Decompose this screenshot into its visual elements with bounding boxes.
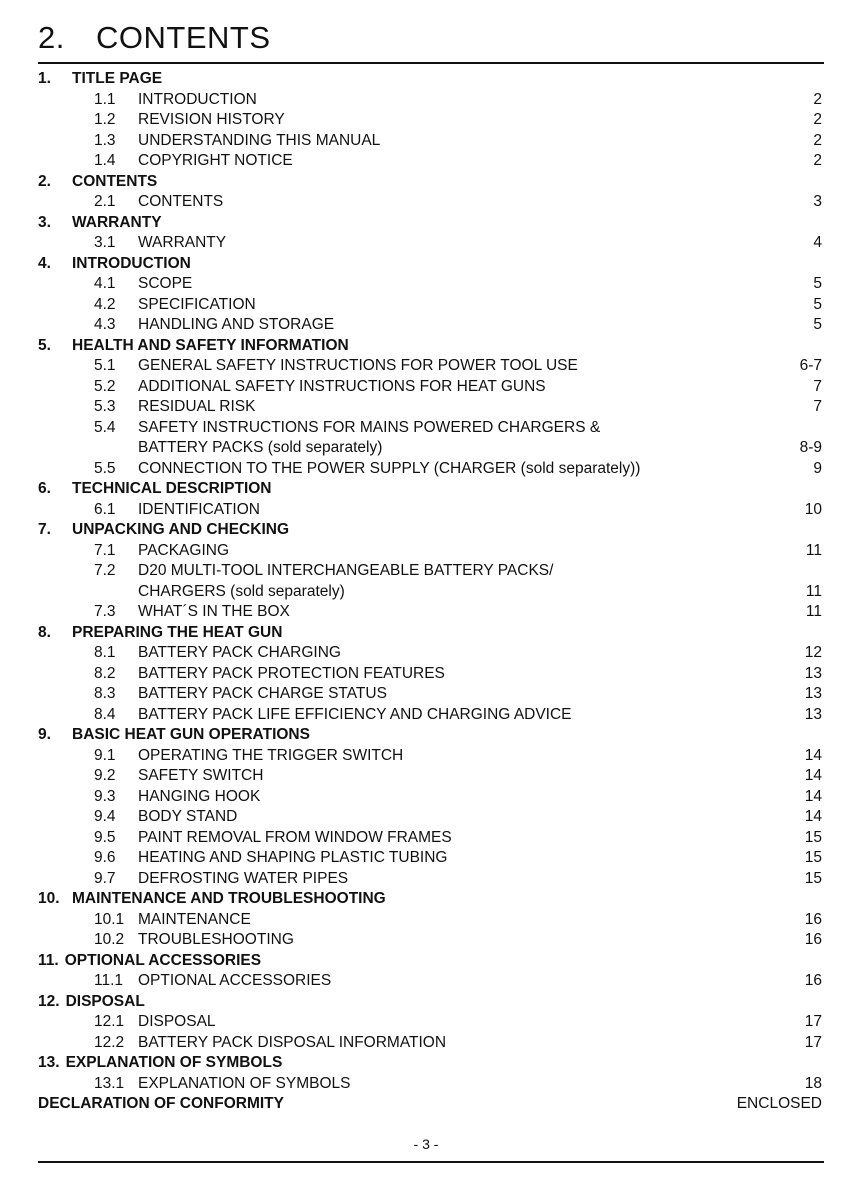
toc-section-number: 12.	[38, 992, 60, 1010]
toc-entry-number: 9.3	[94, 787, 116, 805]
toc-entry-page: 12	[804, 644, 822, 661]
toc-section-number: 13.	[38, 1054, 60, 1071]
toc-entry-page: 7	[813, 377, 822, 395]
toc-section-title: TITLE PAGE	[72, 70, 163, 87]
toc-entry-page: 13	[804, 685, 822, 702]
toc-entry-title: SAFETY SWITCH	[138, 767, 264, 784]
toc-entry-page: 5	[813, 316, 822, 333]
toc-section-heading	[38, 951, 822, 972]
toc-declaration-title: DECLARATION OF CONFORMITY	[38, 1095, 284, 1112]
toc-entry	[38, 561, 822, 582]
toc-section-heading	[38, 172, 822, 193]
toc-entry	[38, 418, 822, 439]
toc-entry-title: PAINT REMOVAL FROM WINDOW FRAMES	[138, 828, 452, 846]
toc-entry-number: 12.1	[94, 1013, 125, 1030]
bottom-rule	[38, 1161, 824, 1163]
toc-section-number: 8.	[38, 623, 51, 641]
toc-entry-page: 4	[813, 234, 822, 251]
toc-entry	[38, 274, 822, 295]
toc-entry-page: 11	[805, 541, 822, 559]
toc-entry-number: 7.1	[94, 541, 116, 559]
toc-entry-title: SAFETY INSTRUCTIONS FOR MAINS POWERED CHARGERS &	[138, 418, 601, 436]
toc-section-title: EXPLANATION OF SYMBOLS	[65, 1054, 283, 1071]
toc-entry-number: 2.1	[94, 193, 116, 210]
toc-entry-number: 12.2	[94, 1033, 125, 1051]
toc-entry-number: 8.2	[94, 664, 116, 682]
toc-section-title: UNPACKING AND CHECKING	[72, 521, 289, 538]
toc-entry-page: 14	[804, 746, 822, 764]
toc-entry-page: 14	[804, 767, 822, 784]
toc-entry	[38, 807, 822, 828]
toc-entry-title: RESIDUAL RISK	[138, 398, 256, 415]
toc-entry-title: SPECIFICATION	[138, 295, 256, 313]
toc-entry-page: 7	[813, 398, 822, 415]
toc-entry	[38, 131, 822, 152]
toc-entry-title: BATTERY PACK DISPOSAL INFORMATION	[138, 1033, 447, 1051]
toc-section-heading	[38, 479, 822, 500]
toc-entry-page: 15	[804, 869, 822, 887]
toc-entry	[38, 459, 822, 480]
toc-entry-title: HANGING HOOK	[138, 787, 261, 805]
toc-entry-number: 9.2	[94, 767, 116, 784]
toc-section-heading	[38, 520, 822, 541]
toc-entry-number: 4.2	[94, 295, 116, 313]
toc-section-title: OPTIONAL ACCESSORIES	[64, 951, 262, 969]
toc-entry-title: BATTERY PACK PROTECTION FEATURES	[138, 664, 445, 682]
toc-section-number: 3.	[38, 213, 51, 231]
toc-entry-title: CONTENTS	[138, 193, 224, 210]
toc-entry-number: 4.1	[94, 275, 116, 292]
toc-section-number: 11.	[38, 951, 59, 969]
toc-entry-title: EXPLANATION OF SYMBOLS	[138, 1074, 351, 1092]
toc-section-title: CONTENTS	[72, 172, 158, 190]
toc-entry-number: 9.7	[94, 869, 116, 887]
toc-entry	[38, 869, 822, 890]
toc-section-heading	[38, 623, 822, 644]
toc-section-number: 2.	[38, 172, 51, 190]
toc-entry-page: 11	[805, 582, 822, 600]
toc-entry-number: 8.1	[94, 644, 116, 661]
toc-entry-number: 9.4	[94, 808, 116, 825]
toc-entry-title: WARRANTY	[138, 234, 227, 251]
toc-entry-number: 13.1	[94, 1074, 125, 1092]
toc-entry-title: GENERAL SAFETY INSTRUCTIONS FOR POWER TOOL USE	[138, 357, 578, 374]
toc-entry-title: PACKAGING	[138, 541, 230, 559]
toc-entry-page: 18	[804, 1074, 822, 1092]
toc-entry-page: 16	[804, 910, 822, 928]
toc-entry-page: 13	[804, 705, 822, 723]
toc-entry-title: HANDLING AND STORAGE	[138, 316, 335, 333]
toc-entry-page: 5	[813, 275, 822, 292]
toc-entry	[38, 971, 822, 992]
toc-entry-continuation	[38, 438, 822, 459]
toc-entry	[38, 643, 822, 664]
toc-entry-page: 15	[804, 828, 822, 846]
toc-section-number: 4.	[38, 254, 51, 272]
toc-entry	[38, 766, 822, 787]
toc-entry-number: 6.1	[94, 500, 116, 518]
toc-entry-number: 1.1	[94, 90, 116, 108]
toc-section-number: 1.	[38, 70, 51, 87]
toc-entry	[38, 397, 822, 418]
toc-entry-title: BATTERY PACKS (sold separately)	[138, 439, 383, 456]
toc-entry	[38, 541, 822, 562]
toc-entry-number: 8.4	[94, 705, 116, 723]
toc-entry	[38, 295, 822, 316]
toc-section-number: 7.	[38, 521, 51, 538]
toc-entry-page: 14	[804, 808, 822, 825]
toc-entry	[38, 1074, 822, 1095]
toc-entry-title: SCOPE	[138, 275, 193, 292]
toc-entry-page: 5	[813, 295, 822, 313]
top-rule	[38, 62, 824, 64]
toc-entry-page: 10	[804, 500, 822, 518]
toc-section-title: TECHNICAL DESCRIPTION	[72, 480, 272, 497]
toc-entry-number: 10.1	[94, 910, 125, 928]
toc-entry-page: 2	[813, 152, 822, 169]
toc-entry	[38, 848, 822, 869]
toc-entry-title: IDENTIFICATION	[138, 500, 260, 518]
toc-entry-title: OPTIONAL ACCESSORIES	[138, 972, 332, 989]
toc-entry-page: 2	[813, 111, 822, 128]
toc-section-heading	[38, 254, 822, 275]
toc-declaration-page: ENCLOSED	[736, 1095, 822, 1112]
toc-entry	[38, 233, 822, 254]
toc-section-title: MAINTENANCE AND TROUBLESHOOTING	[72, 890, 386, 907]
toc-entry-page: 13	[804, 664, 822, 682]
toc-entry-number: 5.2	[94, 377, 116, 395]
toc-entry-page: 8-9	[799, 439, 822, 456]
toc-entry-number: 3.1	[94, 234, 116, 251]
toc-entry-title: UNDERSTANDING THIS MANUAL	[138, 131, 381, 149]
toc-entry-title: BATTERY PACK CHARGING	[138, 644, 341, 661]
toc-section-title: INTRODUCTION	[72, 254, 191, 272]
toc-section-heading	[38, 1053, 822, 1074]
toc-section-heading	[38, 725, 822, 746]
toc-entry-title: DISPOSAL	[138, 1013, 216, 1030]
toc-entry-title: COPYRIGHT NOTICE	[138, 152, 293, 169]
toc-entry-page: 15	[804, 849, 822, 866]
toc-entry-page: 14	[804, 787, 822, 805]
toc-entry-number: 5.4	[94, 418, 116, 436]
toc-section-title: BASIC HEAT GUN OPERATIONS	[72, 726, 310, 743]
toc-entry	[38, 602, 822, 623]
toc-entry-title: REVISION HISTORY	[138, 111, 285, 128]
toc-entry	[38, 664, 822, 685]
toc-entry	[38, 500, 822, 521]
toc-entry	[38, 377, 822, 398]
page-number: - 3 -	[413, 1136, 439, 1152]
page-title	[38, 20, 271, 56]
toc-entry	[38, 746, 822, 767]
toc-section-heading	[38, 992, 822, 1013]
toc-section-number: 9.	[38, 726, 51, 743]
toc-entry-title: TROUBLESHOOTING	[138, 931, 294, 948]
toc-entry-number: 8.3	[94, 685, 116, 702]
toc-entry	[38, 192, 822, 213]
toc-entry-title: D20 MULTI-TOOL INTERCHANGEABLE BATTERY PACKS/	[138, 562, 554, 579]
toc-entry	[38, 705, 822, 726]
toc-entry-page: 17	[804, 1013, 822, 1030]
page-title-text: CONTENTS	[96, 20, 271, 55]
toc-entry-title: WHAT´S IN THE BOX	[138, 603, 290, 620]
toc-section-heading	[38, 889, 822, 910]
toc-entry-number: 11.1	[94, 972, 124, 989]
toc-entry	[38, 684, 822, 705]
toc-entry	[38, 90, 822, 111]
toc-entry-title: CONNECTION TO THE POWER SUPPLY (CHARGER (sold separately))	[138, 459, 641, 477]
toc-entry-page: 9	[813, 459, 822, 477]
toc-entry	[38, 787, 822, 808]
toc-entry-page: 2	[813, 90, 822, 108]
toc-entry	[38, 1033, 822, 1054]
toc-entry-page: 17	[804, 1033, 822, 1051]
toc-entry	[38, 356, 822, 377]
toc-entry-continuation	[38, 582, 822, 603]
toc-entry-number: 5.3	[94, 398, 116, 415]
toc-entry-number: 1.3	[94, 131, 116, 149]
toc-section-number: 5.	[38, 336, 51, 354]
toc-section-title: WARRANTY	[72, 213, 162, 231]
toc-entry	[38, 1012, 822, 1033]
toc-section-title: HEALTH AND SAFETY INFORMATION	[72, 336, 349, 354]
toc-entry	[38, 930, 822, 951]
toc-entry-page: 2	[813, 131, 822, 149]
toc-entry-number: 5.1	[94, 357, 116, 374]
toc-entry	[38, 315, 822, 336]
toc-entry-page: 3	[813, 193, 822, 210]
toc-entry-page: 11	[805, 603, 822, 620]
toc-section-number: 6.	[38, 480, 51, 497]
toc-entry-number: 1.2	[94, 111, 116, 128]
toc-entry	[38, 110, 822, 131]
toc-entry-title: MAINTENANCE	[138, 910, 251, 928]
toc-entry	[38, 151, 822, 172]
toc-section-heading	[38, 69, 822, 90]
toc-entry-title: DEFROSTING WATER PIPES	[138, 869, 349, 887]
toc-entry-page: 16	[804, 972, 822, 989]
toc-entry	[38, 828, 822, 849]
toc-entry-title: BATTERY PACK CHARGE STATUS	[138, 685, 387, 702]
toc-entry-number: 7.2	[94, 562, 116, 579]
table-of-contents	[38, 69, 822, 1115]
toc-section-number: 10.	[38, 890, 60, 907]
page-title-number: 2.	[38, 20, 65, 55]
toc-entry-number: 9.6	[94, 849, 116, 866]
toc-entry-number: 5.5	[94, 459, 116, 477]
toc-entry-title: OPERATING THE TRIGGER SWITCH	[138, 746, 404, 764]
toc-entry-number: 10.2	[94, 931, 125, 948]
toc-entry-title: BATTERY PACK LIFE EFFICIENCY AND CHARGING ADVICE	[138, 705, 572, 723]
toc-entry-title: ADDITIONAL SAFETY INSTRUCTIONS FOR HEAT GUNS	[138, 377, 546, 395]
toc-entry-title: INTRODUCTION	[138, 90, 257, 108]
toc-entry-number: 1.4	[94, 152, 116, 169]
toc-section-heading	[38, 336, 822, 357]
toc-entry-number: 4.3	[94, 316, 116, 333]
toc-entry-title: CHARGERS (sold separately)	[138, 582, 345, 600]
toc-section-title: DISPOSAL	[65, 992, 145, 1010]
toc-section-heading	[38, 213, 822, 234]
toc-declaration	[38, 1094, 822, 1115]
toc-entry-number: 9.1	[94, 746, 116, 764]
toc-section-title: PREPARING THE HEAT GUN	[72, 623, 283, 641]
toc-entry-title: BODY STAND	[138, 808, 238, 825]
toc-entry-page: 16	[804, 931, 822, 948]
toc-entry-title: HEATING AND SHAPING PLASTIC TUBING	[138, 849, 448, 866]
toc-entry-page: 6-7	[799, 357, 822, 374]
toc-entry	[38, 910, 822, 931]
toc-entry-number: 9.5	[94, 828, 116, 846]
toc-entry-number: 7.3	[94, 603, 116, 620]
